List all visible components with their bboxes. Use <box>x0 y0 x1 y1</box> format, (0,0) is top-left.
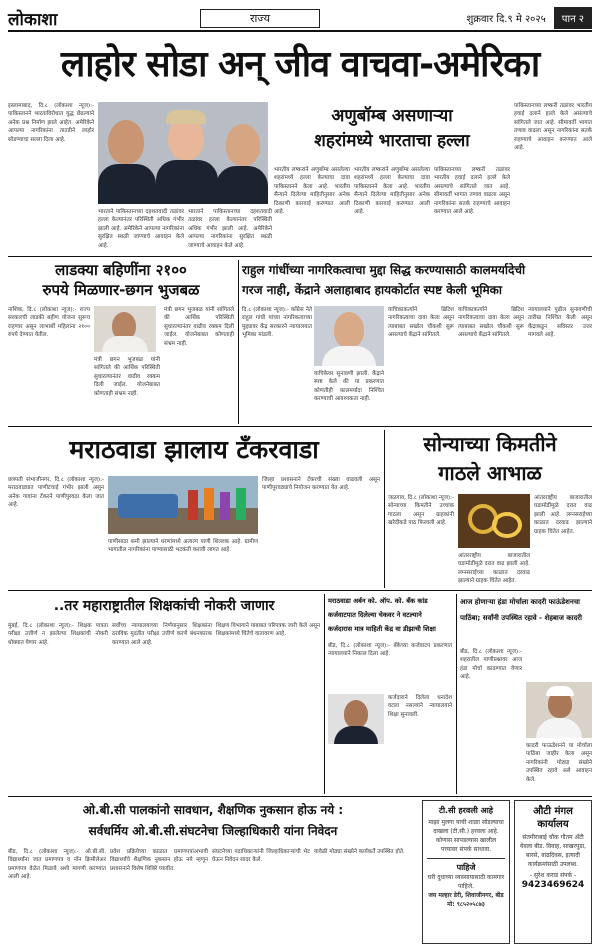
ad1-sub-body: घरी दुधाच्या व्यवसायासाठी कामगार पाहिजे. <box>427 874 505 890</box>
page-number: पान २ <box>554 7 592 29</box>
story9-col1: बीड, दि.८ (लोकाशा न्यूज):- ओ.बी.सी. विद्यार्थ्यांना जात प्रमाणपत्र व नॉन क्रिमीलेअर प्रमाणपत्र वेळेत मिळावे अशी मागणी करण्यात आली आहे. <box>8 849 106 881</box>
ad1-phone: मो: ९८५२०५८७३ <box>447 901 485 908</box>
story7-headline-line1: मराठवाडा अर्बन को. ऑप. को. बँक कांड <box>328 597 428 605</box>
story5-headline-line2: गाठले आभाळ <box>438 461 542 485</box>
story6-col2: सर्वोच्च न्यायालयाच्या निर्णयानुसार शिक्षकांना ठराविक मुदतीत परीक्षा उत्तीर्ण करणे बंधनकारक करण्यात आले आहे. <box>112 623 212 646</box>
story7-headline-line2: कर्जवाटपात दिलेल्या चेकवर ने वटल्याने <box>328 611 422 619</box>
story6-headline: ..तर महाराष्ट्रातील शिक्षकांची नोकरी जाणार <box>53 598 275 614</box>
story7-col2: कर्जदाराने दिलेला धनादेश वटला नसल्याने न्यायालयाने शिक्षा सुनावली. <box>388 695 452 718</box>
story1-col3: भारतीय लष्कराने अणुबॉम्ब असलेल्या शहरांमध्ये हल्ला केल्याचा दावा पाकिस्तानने केला आहे. भारतीय सैन्याने दिलेल्या माहितीनुसार अनेक ठिकाणी कारवाई करण्यात आली आहे. <box>274 167 350 216</box>
divider <box>384 430 385 588</box>
story3-col3: याचिकाकर्त्याने ब्रिटिश नागरिकत्वाचा दावा केला असून त्याबाबत सखोल चौकशी सुरू असल्याचे केंद्राने सांगितले. <box>388 307 454 339</box>
story9-col4: यावेळी मोठ्या संख्येने कार्यकर्ते उपस्थित होते. <box>314 849 405 855</box>
ad1-title: टी.सी हरवली आहे <box>438 806 494 815</box>
story9-headline <box>8 800 418 844</box>
story3-headline <box>242 260 592 304</box>
story8-col2: कादरी फाऊंडेशनने या मोर्चाला पाठिंबा जाहीर केला असून नागरिकांनी मोठ्या संख्येने उपस्थित रहावे असे आवाहन केले. <box>526 743 592 783</box>
story5-col1: जळगाव, दि.८ (लोकाशा न्यूज):- सोन्याच्या किमतीने उच्चांक गाठला असून ग्राहकांनी खरेदीकडे पाठ फिरवली आहे. <box>388 495 454 527</box>
divider <box>8 256 592 257</box>
story3-col3b: याचिकाकर्त्याने ब्रिटिश नागरिकत्वाचा दावा केला असून त्याबाबत सखोल चौकशी सुरू असल्याचे केंद्राने सांगितले. <box>458 307 524 339</box>
lead-headline: लाहोर सोडा अन् जीव वाचवा-अमेरिका <box>60 44 540 85</box>
story1-col2: भारताने पाकिस्तानच्या दहशतवादी तळांवर हल्ला केल्यानंतर परिस्थिती अधिक गंभीर झाली आहे. अमेरिकेने आपल्या नागरिकांना सुरक्षित स्थळी जाण्याचे आवाहन केले आहे. <box>98 209 184 249</box>
ad2-title-line1: औटी मंगल <box>533 806 573 817</box>
leaders-photo <box>98 102 268 204</box>
section-label: राज्य <box>200 9 320 28</box>
story9-col2: प्रवेश प्रक्रियेच्या काळात प्रमाणपत्रांअभावी विद्यार्थ्यांचे शैक्षणिक नुकसान होऊ नये म्हणून प्रशासनाने विशेष शिबिरे घ्यावीत. <box>110 849 208 872</box>
story5-headline-line1: सोन्याच्या किमतीने <box>423 432 557 456</box>
story7-headline <box>328 594 452 638</box>
story5-col2b: आंतरराष्ट्रीय बाजारातील घडामोडींमुळे दरात वाढ झाली आहे. लग्नसराईच्या काळात दरवाढ झाल्याने ग्राहक चिंतेत आहेत. <box>534 495 592 535</box>
story4-col2: पाणीसाठा कमी झाल्याने धरणांमध्ये अत्यल्प पाणी शिल्लक आहे. ग्रामीण भागातील नागरिकांना पाण्यासाठी भटकंती करावी लागत आहे. <box>108 539 258 554</box>
story7-col1: बीड, दि.८ (लोकाशा न्यूज):- बँकेच्या कर्जवाटप प्रकरणात न्यायालयाने निकाल दिला आहे. <box>328 643 452 658</box>
story5-col2: आंतरराष्ट्रीय बाजारातील घडामोडींमुळे दरात वाढ झाली आहे. लग्नसराईच्या काळात दरवाढ झाल्याने ग्राहक चिंतेत आहेत. <box>458 553 530 585</box>
masthead <box>8 6 592 32</box>
story8-col1: बीड, दि.८ (लोकाशा न्यूज):- शहरातील पाणीप्रश्नावर आज हंडा मोर्चा काढण्यात येणार आहे. <box>460 649 522 681</box>
ad1-body: माझा मुलगा याची शाळा सोडल्याचा दाखला (टी.सी.) हरवला आहे. कोणास सापडल्यास खालील पत्त्यावर संपर्क साधावा. <box>428 819 504 853</box>
ad1-contact: जय मल्हार डेरी, शिवाजीनगर, बीड <box>428 892 504 899</box>
classified-ad-tc <box>422 800 510 944</box>
divider <box>456 594 457 794</box>
ad2-phone: 9423469624 <box>521 880 585 890</box>
ad1-sub: पाहिजे <box>427 858 505 873</box>
divider <box>324 594 325 794</box>
portrait-photo <box>328 694 384 744</box>
story2-col2b: मंत्री छगन भुजबळ यांनी सांगितले की आर्थिक परिस्थिती सुधारल्यानंतर वाढीव रक्कम दिली जाईल. योजनेबाबत कोणताही संभ्रम नाही. <box>164 307 234 347</box>
story8-headline <box>460 594 592 644</box>
story1-subheadline-line1: अणुबॉम्ब असणाऱ्या <box>331 106 453 126</box>
story2-headline-line1: लाडक्या बहिणींना २१०० <box>55 261 187 279</box>
story8-headline-line2: पाठिंबा; सर्वांनी उपस्थित रहावे - शेहबाज कादरी <box>460 614 582 622</box>
story3-col2: याचिकेवर सुनावणी झाली. केंद्राने स्पष्ट केले की या प्रकरणात कोणतीही कालमर्यादा निश्चित करण्याची आवश्यकता नाही. <box>314 371 384 403</box>
story2-headline <box>8 260 234 302</box>
story1-col4b: पाकिस्तानच्या लष्करी तळांवर भारतीय हवाई दलाने हल्ले केले असल्याचे सांगितले जात आहे. सीमावर्ती भागात तणाव वाढला असून नागरिकांना सतर्क राहण्याचे आवाहन करण्यात आले आहे. <box>514 103 592 152</box>
divider <box>8 590 592 591</box>
story2-col2: मंत्री छगन भुजबळ यांनी सांगितले की आर्थिक परिस्थिती सुधारल्यानंतर वाढीव रक्कम दिली जाईल. योजनेबाबत कोणताही संभ्रम नाही. <box>94 357 160 397</box>
ad2-body: संतमीराबाई चौक गौतम अँटी येवला बीड. विवाह, साखरपुडा, बारसे, वाढदिवस, इत्यादी कार्यक्रमांसाठी उपलब्ध. <box>519 834 587 868</box>
story4-headline: मराठवाडा झालाय टँकरवाडा <box>69 435 319 464</box>
story9-col3: संघटनेच्या पदाधिकाऱ्यांनी जिल्हाधिकाऱ्यांची भेट घेऊन निवेदन सादर केले. <box>212 849 310 864</box>
classified-ad-mangal-karyalay <box>514 800 592 944</box>
water-tanker-photo <box>108 476 258 534</box>
story1-subheadline <box>274 104 510 160</box>
ad2-title-line2: कार्यालय <box>537 819 569 830</box>
story2-col1: नाशिक, दि.८ (लोकाशा न्यूज):- राज्य सरकारची लाडकी बहीण योजना सुरूच राहणार असून लाभार्थी महिलांना २१०० रुपये देण्यात येतील. <box>8 307 90 339</box>
story3-headline-line2: गरज नाही, केंद्राने अलाहाबाद हायकोर्टात स्पष्ट केली भूमिका <box>242 283 502 297</box>
story3-col1: दि.८ (लोकाशा न्यूज):- काँग्रेस नेते राहुल गांधी यांच्या नागरिकत्वाच्या मुद्द्यावर केंद्र सरकारने न्यायालयात भूमिका मांडली. <box>242 307 312 339</box>
story7-headline-line3: कर्जदारास मात्र माहिती केंद्र वा डीझाची शिक्षा <box>328 625 436 633</box>
story5-headline <box>388 430 592 490</box>
qadri-photo <box>526 682 592 738</box>
story6-col1: मुंबई, दि.८ (लोकाशा न्यूज):- शिक्षक पात्रता परीक्षा उत्तीर्ण न झालेल्या शिक्षकांची नोकरी धोक्यात येणार आहे. <box>8 623 108 646</box>
story9-headline-line1: ओ.बी.सी पालकांनो सावधान, शैक्षणिक नुकसान होऊ नये : <box>82 803 344 817</box>
story1-col1: इस्लामाबाद, दि.८ (लोकाशा न्यूज):- पाकिस्तानने भारताविरोधात युद्ध छेडल्याने अनेक प्रश्न निर्माण झाले आहेत. अमेरिकेने आपल्या नागरिकांना तातडीने लाहोर सोडण्याचा सल्ला दिला आहे. <box>8 103 94 143</box>
gold-jewelry-photo <box>458 494 530 548</box>
story4-col1: छत्रपती संभाजीनगर, दि.८ (लोकाशा न्यूज):- मराठवाड्यात पाणीटंचाई गंभीर झाली असून अनेक गावांना टँकरने पाणीपुरवठा केला जात आहे. <box>8 477 104 509</box>
rahul-gandhi-photo <box>314 306 384 366</box>
story3-col4: न्यायालयाने पुढील सुनावणीची तारीख निश्चित केली असून केंद्राकडून सविस्तर उत्तर मागवले आहे. <box>528 307 592 339</box>
story1-col4: पाकिस्तानच्या लष्करी तळांवर भारतीय हवाई दलाने हल्ले केले असल्याचे सांगितले जात आहे. सीमावर्ती भागात तणाव वाढला असून नागरिकांना सतर्क राहण्याचे आवाहन करण्यात आले आहे. <box>434 167 510 216</box>
story9-headline-line2: सर्वधर्मिय ओ.बी.सी.संघटनेचा जिल्हाधिकारी यांना निवेदन <box>88 824 338 838</box>
newspaper-page <box>8 6 592 944</box>
story8-headline-line1: आज होणाऱ्या हंडा मोर्चाला कादरी फाऊंडेशनचा <box>460 598 580 606</box>
brand-logo: लोकाशा <box>8 9 58 30</box>
story1-col3b: भारतीय लष्कराने अणुबॉम्ब असलेल्या शहरांमध्ये हल्ला केल्याचा दावा पाकिस्तानने केला आहे. भारतीय सैन्याने दिलेल्या माहितीनुसार अनेक ठिकाणी कारवाई करण्यात आली आहे. <box>354 167 430 216</box>
story2-headline-line2: रुपये मिळणार-छगन भुजबळ <box>42 281 200 299</box>
dateline: शुक्रवार दि.९ मे २०२५ <box>466 14 546 25</box>
story3-headline-line1: राहुल गांधींच्या नागरिकत्वाचा मुद्दा सिद्ध करण्यासाठी कालमर्यादेची <box>242 263 526 277</box>
story4-col3: जिल्हा प्रशासनाने टँकरची संख्या वाढवली असून पाणीपुरवठ्याचे नियोजन करण्यात येत आहे. <box>262 477 380 492</box>
divider <box>8 796 592 797</box>
story1-subheadline-line2: शहरांमध्ये भारताचा हल्ला <box>314 131 470 151</box>
ad2-contact: - सुरेश कराड संपर्क - <box>529 872 577 879</box>
divider <box>238 260 239 424</box>
divider <box>8 426 592 427</box>
story6-col3: शिक्षण विभागाने याबाबत परिपत्रक जारी केले असून शिक्षकांमध्ये चिंतेचे वातावरण आहे. <box>216 623 320 638</box>
story1-col2b: भारताने पाकिस्तानच्या दहशतवादी तळांवर हल्ला केल्यानंतर परिस्थिती अधिक गंभीर झाली आहे. अमेरिकेने आपल्या नागरिकांना सुरक्षित स्थळी जाण्याचे आवाहन केले आहे. <box>188 209 272 249</box>
bhujbal-photo <box>94 306 156 352</box>
